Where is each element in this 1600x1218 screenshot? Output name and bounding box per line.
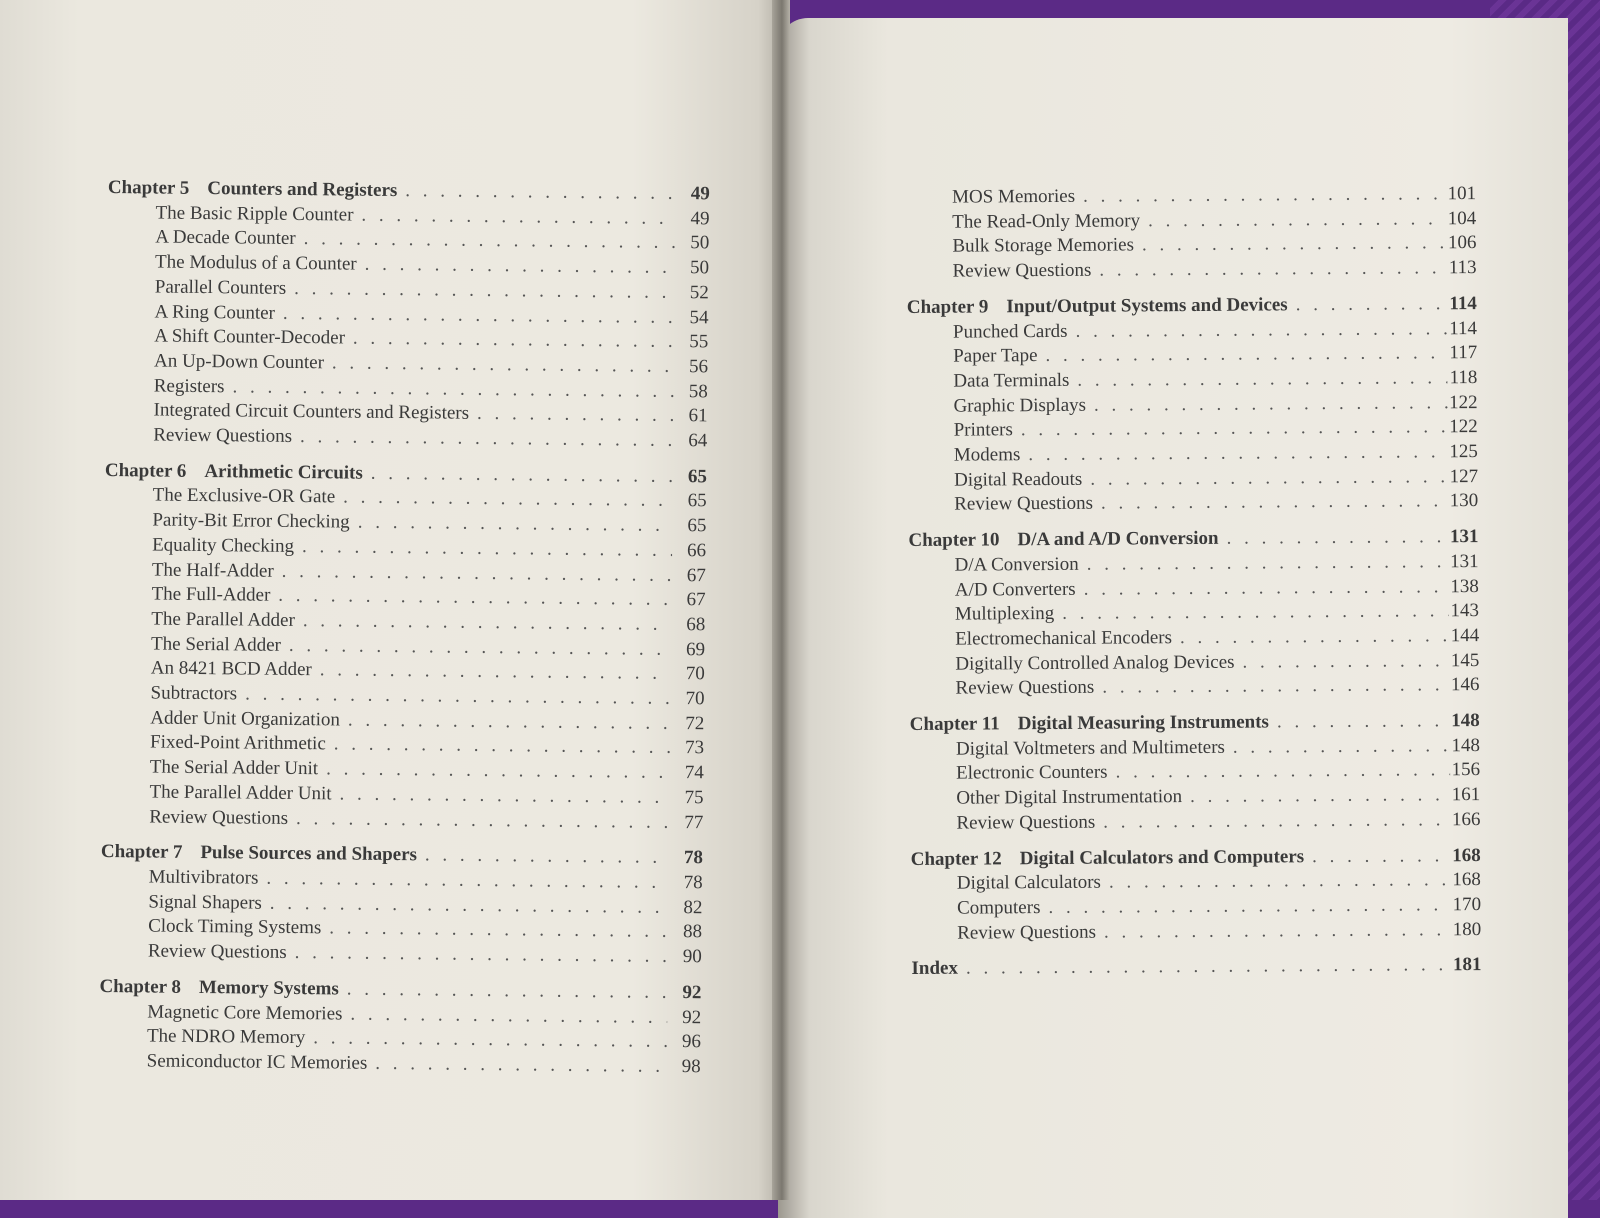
chapter-title: Pulse Sources and Shapers — [200, 842, 418, 866]
dot-leader — [1083, 182, 1446, 209]
chapter-number: Chapter 9 — [906, 296, 989, 318]
dot-leader — [1180, 624, 1449, 651]
section-title: Digital Readouts — [953, 468, 1083, 491]
page-number: 180 — [1452, 918, 1482, 940]
section-title: An Up-Down Counter — [153, 350, 325, 374]
section-title: Graphic Displays — [953, 394, 1087, 417]
section-title: Review Questions — [954, 493, 1094, 516]
left-page — [0, 0, 790, 1200]
section-entry — [99, 1049, 701, 1080]
page-number: 156 — [1451, 759, 1481, 781]
entry-label — [953, 344, 1037, 369]
section-title: Fixed-Point Arithmetic — [149, 731, 326, 755]
entry-label — [911, 845, 1305, 872]
page-number: 50 — [690, 232, 710, 254]
page-number: 74 — [684, 762, 704, 784]
section-title: The NDRO Memory — [146, 1025, 306, 1049]
dot-leader — [477, 402, 674, 429]
page-number: 49 — [690, 183, 710, 205]
entry-label — [152, 558, 274, 584]
dot-leader — [303, 609, 672, 638]
chapter-number: Chapter 11 — [909, 713, 1000, 736]
section-title: The Read-Only Memory — [952, 210, 1141, 233]
dot-leader — [1062, 599, 1448, 626]
entry-label — [910, 711, 1269, 738]
page-number: 92 — [682, 1006, 702, 1028]
dot-leader — [1190, 783, 1450, 810]
section-title: Multiplexing — [954, 603, 1055, 625]
section-title: Digital Voltmeters and Multimeters — [955, 736, 1225, 760]
entry-label — [155, 251, 357, 278]
section-title: Data Terminals — [953, 369, 1070, 392]
entry-label — [155, 201, 353, 228]
page-number: 181 — [1452, 954, 1482, 976]
chapter-number: Chapter 12 — [910, 847, 1002, 870]
page-number: 127 — [1449, 465, 1479, 487]
page-number: 82 — [683, 896, 703, 918]
section-title: A Ring Counter — [154, 301, 276, 324]
section-title: Review Questions — [153, 424, 293, 447]
page-number: 101 — [1447, 183, 1477, 205]
entry-label — [108, 176, 398, 204]
section-entry — [909, 673, 1479, 702]
page-number: 168 — [1452, 844, 1481, 866]
page-number: 88 — [683, 921, 703, 943]
section-title: Subtractors — [150, 682, 238, 705]
dot-leader — [347, 977, 668, 1005]
entry-label — [154, 300, 275, 326]
entry-label — [911, 957, 958, 982]
entry-label — [150, 706, 340, 733]
dot-leader — [966, 954, 1451, 982]
section-title: Bulk Storage Memories — [952, 234, 1135, 258]
entry-label — [952, 185, 1075, 211]
dot-leader — [332, 351, 674, 379]
dot-leader — [339, 782, 669, 810]
page-number: 70 — [685, 663, 705, 685]
entry-label — [957, 920, 1096, 946]
section-title: MOS Memories — [952, 185, 1076, 208]
page-number: 145 — [1450, 649, 1480, 671]
dot-leader — [1075, 317, 1447, 344]
dot-leader — [1099, 256, 1447, 283]
entry-label — [954, 443, 1021, 468]
page-number: 61 — [688, 405, 708, 427]
dot-leader — [329, 917, 668, 945]
section-title: Adder Unit Organization — [150, 707, 341, 731]
page-number: 122 — [1449, 416, 1478, 438]
page-number: 104 — [1447, 207, 1477, 229]
dot-leader — [302, 535, 672, 564]
page-number: 65 — [687, 515, 707, 537]
chapter-title: Index — [911, 958, 959, 980]
dot-leader — [1077, 366, 1447, 393]
entry-label — [908, 527, 1218, 554]
entry-label — [151, 583, 270, 609]
dot-leader — [326, 757, 670, 785]
entry-label — [952, 234, 1134, 260]
section-title: D/A Conversion — [954, 553, 1079, 576]
dot-leader — [1115, 759, 1449, 786]
page-number: 161 — [1451, 784, 1481, 806]
entry-label — [957, 871, 1101, 897]
page-number: 68 — [686, 614, 706, 636]
chapter-number: Chapter 5 — [107, 176, 190, 199]
entry-label — [155, 226, 296, 252]
dot-leader — [1226, 525, 1448, 551]
page-number: 166 — [1451, 808, 1481, 831]
dot-leader — [1090, 465, 1447, 492]
section-title: Multivibrators — [148, 866, 259, 889]
section-title: Review Questions — [955, 677, 1095, 700]
section-entry — [910, 808, 1480, 837]
page-number: 56 — [688, 356, 709, 378]
page-number: 92 — [682, 981, 702, 1004]
entry-label — [955, 626, 1172, 652]
dot-leader — [1101, 490, 1448, 517]
chapter-number: Chapter 8 — [99, 975, 182, 998]
entry-label — [149, 780, 331, 807]
chapter-title: Arithmetic Circuits — [204, 460, 363, 484]
page-number: 131 — [1450, 550, 1479, 573]
page-number: 114 — [1449, 292, 1477, 315]
entry-label — [956, 811, 1095, 837]
dot-leader — [1148, 207, 1446, 234]
entry-label — [952, 209, 1140, 235]
page-number: 118 — [1449, 366, 1478, 389]
left-toc — [99, 176, 710, 1080]
dot-leader — [1109, 868, 1451, 895]
chapter-title: Digital Calculators and Computers — [1019, 845, 1305, 869]
dot-leader — [296, 807, 669, 836]
section-title: Semiconductor IC Memories — [146, 1050, 368, 1074]
page-number: 64 — [688, 430, 708, 452]
section-title: The Half-Adder — [151, 559, 274, 582]
section-title: Punched Cards — [952, 320, 1068, 343]
book-gutter — [772, 0, 790, 1200]
dot-leader — [320, 659, 671, 687]
page-number: 122 — [1448, 391, 1478, 413]
section-title: Equality Checking — [152, 534, 295, 557]
dot-leader — [1045, 341, 1447, 369]
entry-label — [150, 756, 319, 782]
entry-label — [954, 468, 1082, 494]
page-number: 72 — [685, 712, 705, 735]
dot-leader — [334, 733, 670, 761]
entry-label — [148, 890, 262, 916]
entry-label — [149, 865, 259, 891]
dot-leader — [1103, 808, 1450, 835]
page-number: 117 — [1449, 342, 1478, 364]
dot-leader — [1104, 918, 1451, 945]
entry-label — [150, 731, 326, 758]
entry-label — [954, 419, 1013, 444]
entry-label — [955, 553, 1079, 579]
dot-leader — [300, 425, 673, 454]
entry-label — [147, 1000, 342, 1027]
entry-label — [955, 602, 1054, 627]
section-title: The Modulus of a Counter — [154, 251, 357, 275]
dot-leader — [405, 179, 676, 207]
page-number: 98 — [681, 1055, 701, 1078]
dot-leader — [425, 844, 669, 871]
section-title: Parallel Counters — [154, 276, 287, 299]
section-entry — [911, 918, 1481, 947]
dot-leader — [1028, 440, 1447, 468]
page-number: 168 — [1452, 869, 1481, 891]
dot-leader — [1312, 844, 1450, 870]
entry-label — [155, 275, 287, 301]
entry-label — [153, 424, 292, 450]
entry-label — [955, 676, 1094, 702]
entry-label — [956, 761, 1108, 787]
page-number: 146 — [1450, 674, 1480, 696]
entry-label — [154, 374, 225, 399]
section-title: A Decade Counter — [155, 226, 296, 250]
dot-leader — [343, 486, 673, 514]
section-title: Magnetic Core Memories — [147, 1000, 343, 1025]
dot-leader — [1084, 575, 1449, 602]
page-number: 96 — [681, 1031, 702, 1053]
entry-label — [955, 577, 1076, 603]
entry-label — [153, 484, 336, 511]
right-toc — [906, 182, 1482, 982]
page-number: 58 — [688, 380, 708, 402]
chapter-entry — [911, 953, 1481, 982]
page-number: 143 — [1450, 600, 1480, 622]
entry-label — [147, 1025, 306, 1051]
section-title: An 8421 BCD Adder — [150, 657, 312, 681]
page-number: 113 — [1448, 257, 1477, 279]
section-title: Review Questions — [149, 806, 289, 829]
section-title: Review Questions — [957, 921, 1097, 944]
page-number: 67 — [686, 589, 706, 611]
page-number: 50 — [689, 257, 710, 279]
chapter-number: Chapter 7 — [100, 841, 183, 864]
chapter-title: Memory Systems — [198, 976, 339, 1000]
dot-leader — [353, 327, 675, 355]
page-number: 106 — [1447, 232, 1477, 254]
chapter-number: Chapter 10 — [908, 529, 1000, 552]
entry-label — [956, 785, 1182, 811]
entry-label — [953, 393, 1086, 419]
section-title: Signal Shapers — [148, 891, 262, 914]
page-number: 138 — [1450, 575, 1479, 597]
entry-label — [152, 533, 294, 559]
section-entry — [908, 489, 1478, 518]
dot-leader — [1142, 232, 1446, 259]
entry-label — [154, 325, 345, 352]
page-number: 69 — [685, 638, 706, 660]
page-number: 125 — [1449, 441, 1478, 463]
dot-leader — [1242, 649, 1449, 675]
section-title: A/D Converters — [954, 578, 1076, 601]
page-number: 78 — [683, 872, 703, 894]
entry-label — [101, 840, 417, 868]
page-number: 75 — [684, 786, 704, 809]
entry-label — [907, 293, 1288, 320]
page-number: 144 — [1450, 624, 1480, 647]
page-number: 77 — [684, 811, 704, 833]
dot-leader — [1048, 893, 1450, 921]
dot-leader — [358, 511, 673, 539]
section-title: Computers — [956, 897, 1041, 919]
dot-leader — [1021, 416, 1448, 444]
page-number: 52 — [689, 281, 709, 304]
section-title: Electromechanical Encoders — [955, 627, 1173, 650]
section-title: The Serial Adder Unit — [149, 756, 319, 780]
page-number: 49 — [690, 207, 710, 230]
dot-leader — [313, 1026, 667, 1054]
chapter-title: Input/Output Systems and Devices — [1006, 294, 1288, 318]
chapter-title: Digital Measuring Instruments — [1017, 711, 1269, 735]
page-number: 65 — [687, 465, 707, 488]
section-title: Review Questions — [147, 940, 287, 964]
section-title: The Parallel Adder Unit — [149, 781, 332, 805]
page-number: 131 — [1449, 526, 1479, 548]
page-number: 65 — [687, 490, 707, 512]
dot-leader — [1094, 391, 1447, 418]
dot-leader — [1296, 292, 1448, 318]
section-title: A Shift Counter-Decoder — [154, 325, 346, 349]
section-title: Integrated Circuit Counters and Registers — [153, 399, 470, 425]
dot-leader — [1102, 674, 1449, 701]
section-title: Paper Tape — [953, 345, 1038, 367]
page-number: 130 — [1449, 490, 1479, 512]
page-number: 170 — [1452, 893, 1482, 916]
entry-label — [151, 632, 281, 658]
entry-label — [148, 915, 321, 942]
page-number: 67 — [686, 564, 706, 586]
section-title: Review Questions — [952, 259, 1092, 282]
dot-leader — [1233, 734, 1450, 760]
entry-label — [148, 940, 287, 966]
dot-leader — [365, 253, 676, 281]
entry-label — [152, 509, 350, 536]
entry-label — [105, 459, 363, 486]
page-number: 90 — [682, 946, 702, 968]
section-title: Review Questions — [956, 811, 1096, 834]
section-title: Modems — [953, 444, 1021, 466]
page-number: 73 — [684, 737, 705, 759]
entry-label — [153, 399, 469, 427]
section-entry — [101, 805, 703, 836]
section-entry — [907, 256, 1477, 285]
dot-leader — [348, 708, 671, 736]
dot-leader — [295, 941, 668, 970]
entry-label — [956, 736, 1225, 763]
section-title: Electronic Counters — [956, 762, 1108, 785]
dot-leader — [1277, 709, 1450, 735]
page-number: 55 — [689, 331, 709, 353]
page-number: 70 — [685, 688, 705, 710]
section-title: Digital Calculators — [956, 871, 1102, 894]
section-title: The Full-Adder — [151, 583, 271, 606]
section-title: The Parallel Adder — [151, 608, 295, 631]
entry-label — [150, 682, 237, 708]
page-number: 148 — [1451, 734, 1480, 756]
section-title: Printers — [953, 419, 1013, 442]
entry-label — [151, 607, 295, 633]
section-title: Digitally Controlled Analog Devices — [955, 651, 1235, 675]
section-title: Other Digital Instrumentation — [956, 786, 1183, 809]
entry-label — [953, 369, 1069, 395]
entry-label — [953, 319, 1068, 345]
entry-label — [953, 259, 1092, 285]
dot-leader — [361, 203, 675, 231]
section-title: The Serial Adder — [150, 633, 282, 656]
dot-leader — [371, 462, 673, 490]
section-title: Registers — [153, 375, 225, 397]
page-number: 114 — [1449, 317, 1478, 339]
entry-label — [147, 1049, 368, 1076]
chapter-number: Chapter 6 — [104, 459, 187, 482]
chapter-title: Counters and Registers — [207, 178, 398, 202]
entry-label — [151, 657, 312, 683]
page-number: 66 — [687, 539, 707, 562]
page-number: 78 — [683, 847, 704, 869]
page-number: 54 — [689, 306, 709, 328]
entry-label — [954, 492, 1093, 518]
dot-leader — [375, 1052, 667, 1080]
dot-leader — [350, 1002, 667, 1030]
entry-label — [154, 349, 324, 375]
entry-label — [99, 975, 339, 1002]
dot-leader — [1087, 550, 1449, 577]
entry-label — [149, 805, 288, 831]
section-entry — [100, 939, 702, 970]
section-title: The Basic Ripple Counter — [155, 202, 354, 226]
chapter-title: D/A and A/D Conversion — [1017, 527, 1219, 551]
section-title: Clock Timing Systems — [148, 915, 322, 939]
section-title: The Exclusive-OR Gate — [152, 484, 336, 508]
dot-leader — [304, 227, 676, 256]
section-entry — [105, 423, 707, 454]
entry-label — [957, 896, 1041, 921]
entry-label — [955, 650, 1234, 677]
section-title: Parity-Bit Error Checking — [152, 509, 350, 533]
page-number: 148 — [1451, 710, 1480, 732]
